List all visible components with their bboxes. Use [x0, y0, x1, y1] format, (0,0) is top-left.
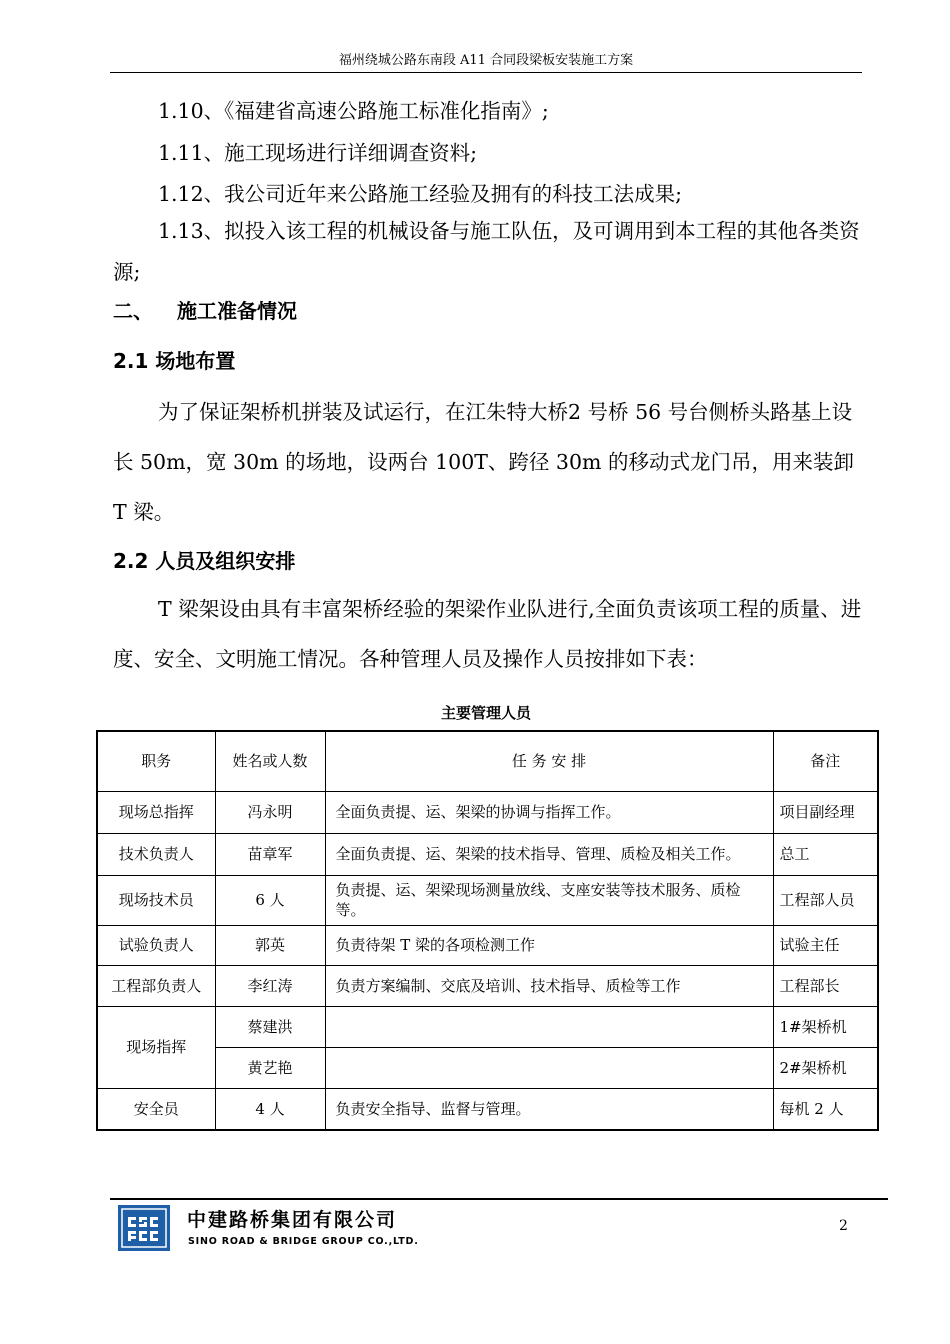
table-row	[97, 1088, 878, 1130]
table-cell: 安全员	[97, 1088, 215, 1130]
subsection-2-2-heading: 2.2 人员及组织安排	[113, 549, 296, 573]
table-row	[97, 925, 878, 965]
table-cell: 李红涛	[215, 965, 325, 1006]
page-header: 福州绕城公路东南段 A11 合同段梁板安装施工方案	[338, 53, 634, 68]
header-cell: 备注	[773, 731, 878, 791]
table-cell: 现场总指挥	[97, 791, 215, 833]
table-row	[97, 833, 878, 875]
header-cell: 职务	[97, 731, 215, 791]
header-rule	[110, 72, 862, 73]
table-cell: 6 人	[215, 875, 325, 925]
table-cell: 苗章军	[215, 833, 325, 875]
company-name-cn: 中建路桥集团有限公司	[187, 1209, 398, 1231]
table-cell: 冯永明	[215, 791, 325, 833]
table-cell	[325, 1047, 773, 1088]
section-2-title: 施工准备情况	[177, 299, 297, 323]
table-cell: 郭英	[215, 925, 325, 965]
staff-table	[96, 730, 879, 1131]
table-cell: 试验主任	[773, 925, 878, 965]
table-cell: 负责待架 T 梁的各项检测工作	[325, 925, 773, 965]
table-row	[97, 791, 878, 833]
table-row	[97, 875, 878, 925]
table-cell: 负责安全指导、监督与管理。	[325, 1088, 773, 1130]
table-cell: 负责方案编制、交底及培训、技术指导、质检等工作	[325, 965, 773, 1006]
footer-rule	[110, 1198, 888, 1200]
subsection-2-1-heading: 2.1 场地布置	[113, 349, 236, 373]
subsection-2-1-body: 为了保证架桥机拼装及试运行，在江朱特大桥2 号桥 56 号台侧桥头路基上设长 50m，宽 30m 的场地，设两台 100T、跨径 30m 的移动式龙门吊，用来装卸 T 梁。	[113, 400, 854, 524]
table-cell: 现场指挥	[97, 1006, 215, 1088]
subsection-2-2-body: T 梁架设由具有丰富架桥经验的架梁作业队进行,全面负责该项工程的质量、进度、安全、文明施工情况。各种管理人员及操作人员按排如下表：	[113, 597, 862, 671]
table-title: 主要管理人员	[440, 704, 531, 722]
table-cell: 工程部长	[773, 965, 878, 1006]
table-cell: 现场技术员	[97, 875, 215, 925]
table-cell: 全面负责提、运、架梁的协调与指挥工作。	[325, 791, 773, 833]
table-header-row	[97, 731, 878, 791]
page-number: 2	[839, 1218, 848, 1234]
section-2-number: 二、	[113, 299, 153, 323]
section-2-heading	[113, 296, 297, 326]
list-item-1-12: 1.12、我公司近年来公路施工经验及拥有的科技工法成果;	[158, 182, 683, 206]
table-cell: 4 人	[215, 1088, 325, 1130]
table-cell: 2#架桥机	[773, 1047, 878, 1088]
table-row	[97, 1006, 878, 1047]
table-cell: 1#架桥机	[773, 1006, 878, 1047]
table-cell: 技术负责人	[97, 833, 215, 875]
header-cell: 任 务 安 排	[325, 731, 773, 791]
table-cell: 黄艺艳	[215, 1047, 325, 1088]
table-row	[97, 1047, 878, 1088]
table-cell: 负责提、运、架梁现场测量放线、支座安装等技术服务、质检等。	[325, 875, 773, 925]
table-cell	[325, 1006, 773, 1047]
list-item-1-10: 1.10、《福建省高速公路施工标准化指南》;	[158, 99, 549, 123]
list-item-1-11: 1.11、施工现场进行详细调查资料;	[158, 141, 478, 165]
table-row	[97, 965, 878, 1006]
table-cell: 工程部负责人	[97, 965, 215, 1006]
header-cell: 姓名或人数	[215, 731, 325, 791]
table-cell: 全面负责提、运、架梁的技术指导、管理、质检及相关工作。	[325, 833, 773, 875]
table-cell: 蔡建洪	[215, 1006, 325, 1047]
list-item-1-13: 1.13、拟投入该工程的机械设备与施工队伍，及可调用到本工程的其他各类资源;	[113, 219, 860, 284]
table-cell: 每机 2 人	[773, 1088, 878, 1130]
table-cell: 项目副经理	[773, 791, 878, 833]
table-cell: 总工	[773, 833, 878, 875]
table-cell: 工程部人员	[773, 875, 878, 925]
company-name-en: SINO ROAD & BRIDGE GROUP CO.,LTD.	[188, 1236, 419, 1247]
company-logo	[118, 1205, 170, 1251]
table-cell: 试验负责人	[97, 925, 215, 965]
